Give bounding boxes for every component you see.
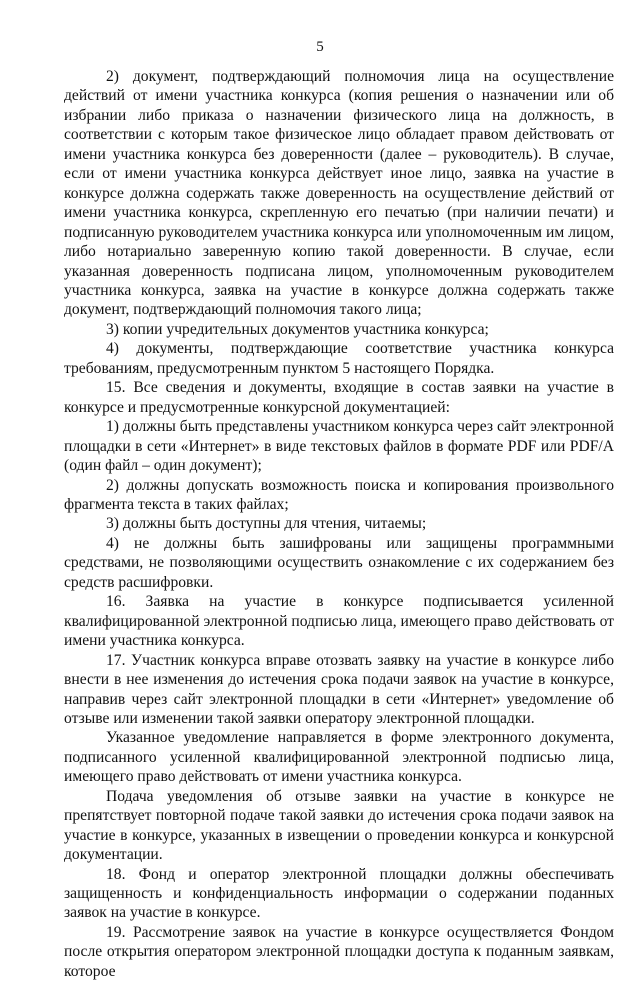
paragraph-withdrawal: Подача уведомления об отзыве заявки на участие в конкурсе не препятствует повторной подаче такой заявки до истечения срока подачи заявок на участие в конкурсе, указанных в извещении о проведении конкурса и конкурсной документации.	[64, 787, 614, 864]
paragraph-section-16: 16. Заявка на участие в конкурсе подписывается усиленной квалифицированной электронной подписью лица, имеющего право действовать от имени участника конкурса.	[64, 593, 614, 650]
paragraph-15-item-3: 3) должны быть доступны для чтения, читаемы;	[106, 515, 427, 533]
paragraph-section-15: 15. Все сведения и документы, входящие в состав заявки на участие в конкурсе и предусмотренные конкурсной документацией:	[64, 379, 614, 416]
document-body	[64, 67, 614, 981]
paragraph-section-19: 19. Рассмотрение заявок на участие в конкурсе осуществляется Фондом после открытия оператором электронной площадки доступа к поданным заявкам, которое	[64, 923, 614, 980]
paragraph-15-item-1: 1) должны быть представлены участником конкурса через сайт электронной площадки в сети «Интернет» в виде текстовых файлов в формате PDF или PDF/A (один файл – один документ);	[64, 418, 614, 475]
paragraph-notice-form: Указанное уведомление направляется в форме электронного документа, подписанного усиленной квалифицированной электронной подписью лица, имеющего право действовать от имени участника конкурса.	[64, 729, 614, 786]
paragraph-15-item-2: 2) должны допускать возможность поиска и копирования произвольного фрагмента текста в таких файлах;	[64, 476, 614, 513]
paragraph-section-17: 17. Участник конкурса вправе отозвать заявку на участие в конкурсе либо внести в нее изменения до истечения срока подачи заявок на участие в конкурсе, направив через сайт электронной площадки в сети «Интернет» уведомление об отзыве или изменении такой заявки оператору электронной площадки.	[64, 651, 614, 727]
paragraph-clause-4: 4) документы, подтверждающие соответствие участника конкурса требованиям, предусмотренным пунктом 5 настоящего Порядка.	[64, 340, 614, 377]
paragraph-section-18: 18. Фонд и оператор электронной площадки должны обеспечивать защищенность и конфиденциальность информации о содержании поданных заявок на участие в конкурсе.	[64, 865, 614, 922]
paragraph-clause-2: 2) документ, подтверждающий полномочия лица на осуществление действий от имени участника конкурса (копия решения о назначении или об избрании либо приказа о назначении физического лица на должность, в соответствии с которым такое физическое лицо обладает правом действовать от имени участника конкурса без доверенности (далее – руководитель). В случае, если от имени участника конкурса действует иное лицо, заявка на участие в конкурсе должна содержать также доверенность на осуществление действий от имени участника конкурса, скрепленную его печатью (при наличии печати) и подписанную руководителем участника конкурса или уполномоченным им лицом, либо нотариально заверенную копию такой доверенности. В случае, если указанная доверенность подписана лицом, уполномоченным руководителем участника конкурса, заявка на участие в конкурсе должна содержать также документ, подтверждающий полномочия такого лица;	[64, 68, 614, 319]
paragraph-clause-3: 3) копии учредительных документов участника конкурса;	[106, 320, 489, 338]
paragraph-15-item-4: 4) не должны быть зашифрованы или защищены программными средствами, не позволяющими осуществить ознакомление с их содержанием без средств расшифровки.	[64, 534, 614, 591]
page-number: 5	[316, 39, 324, 55]
